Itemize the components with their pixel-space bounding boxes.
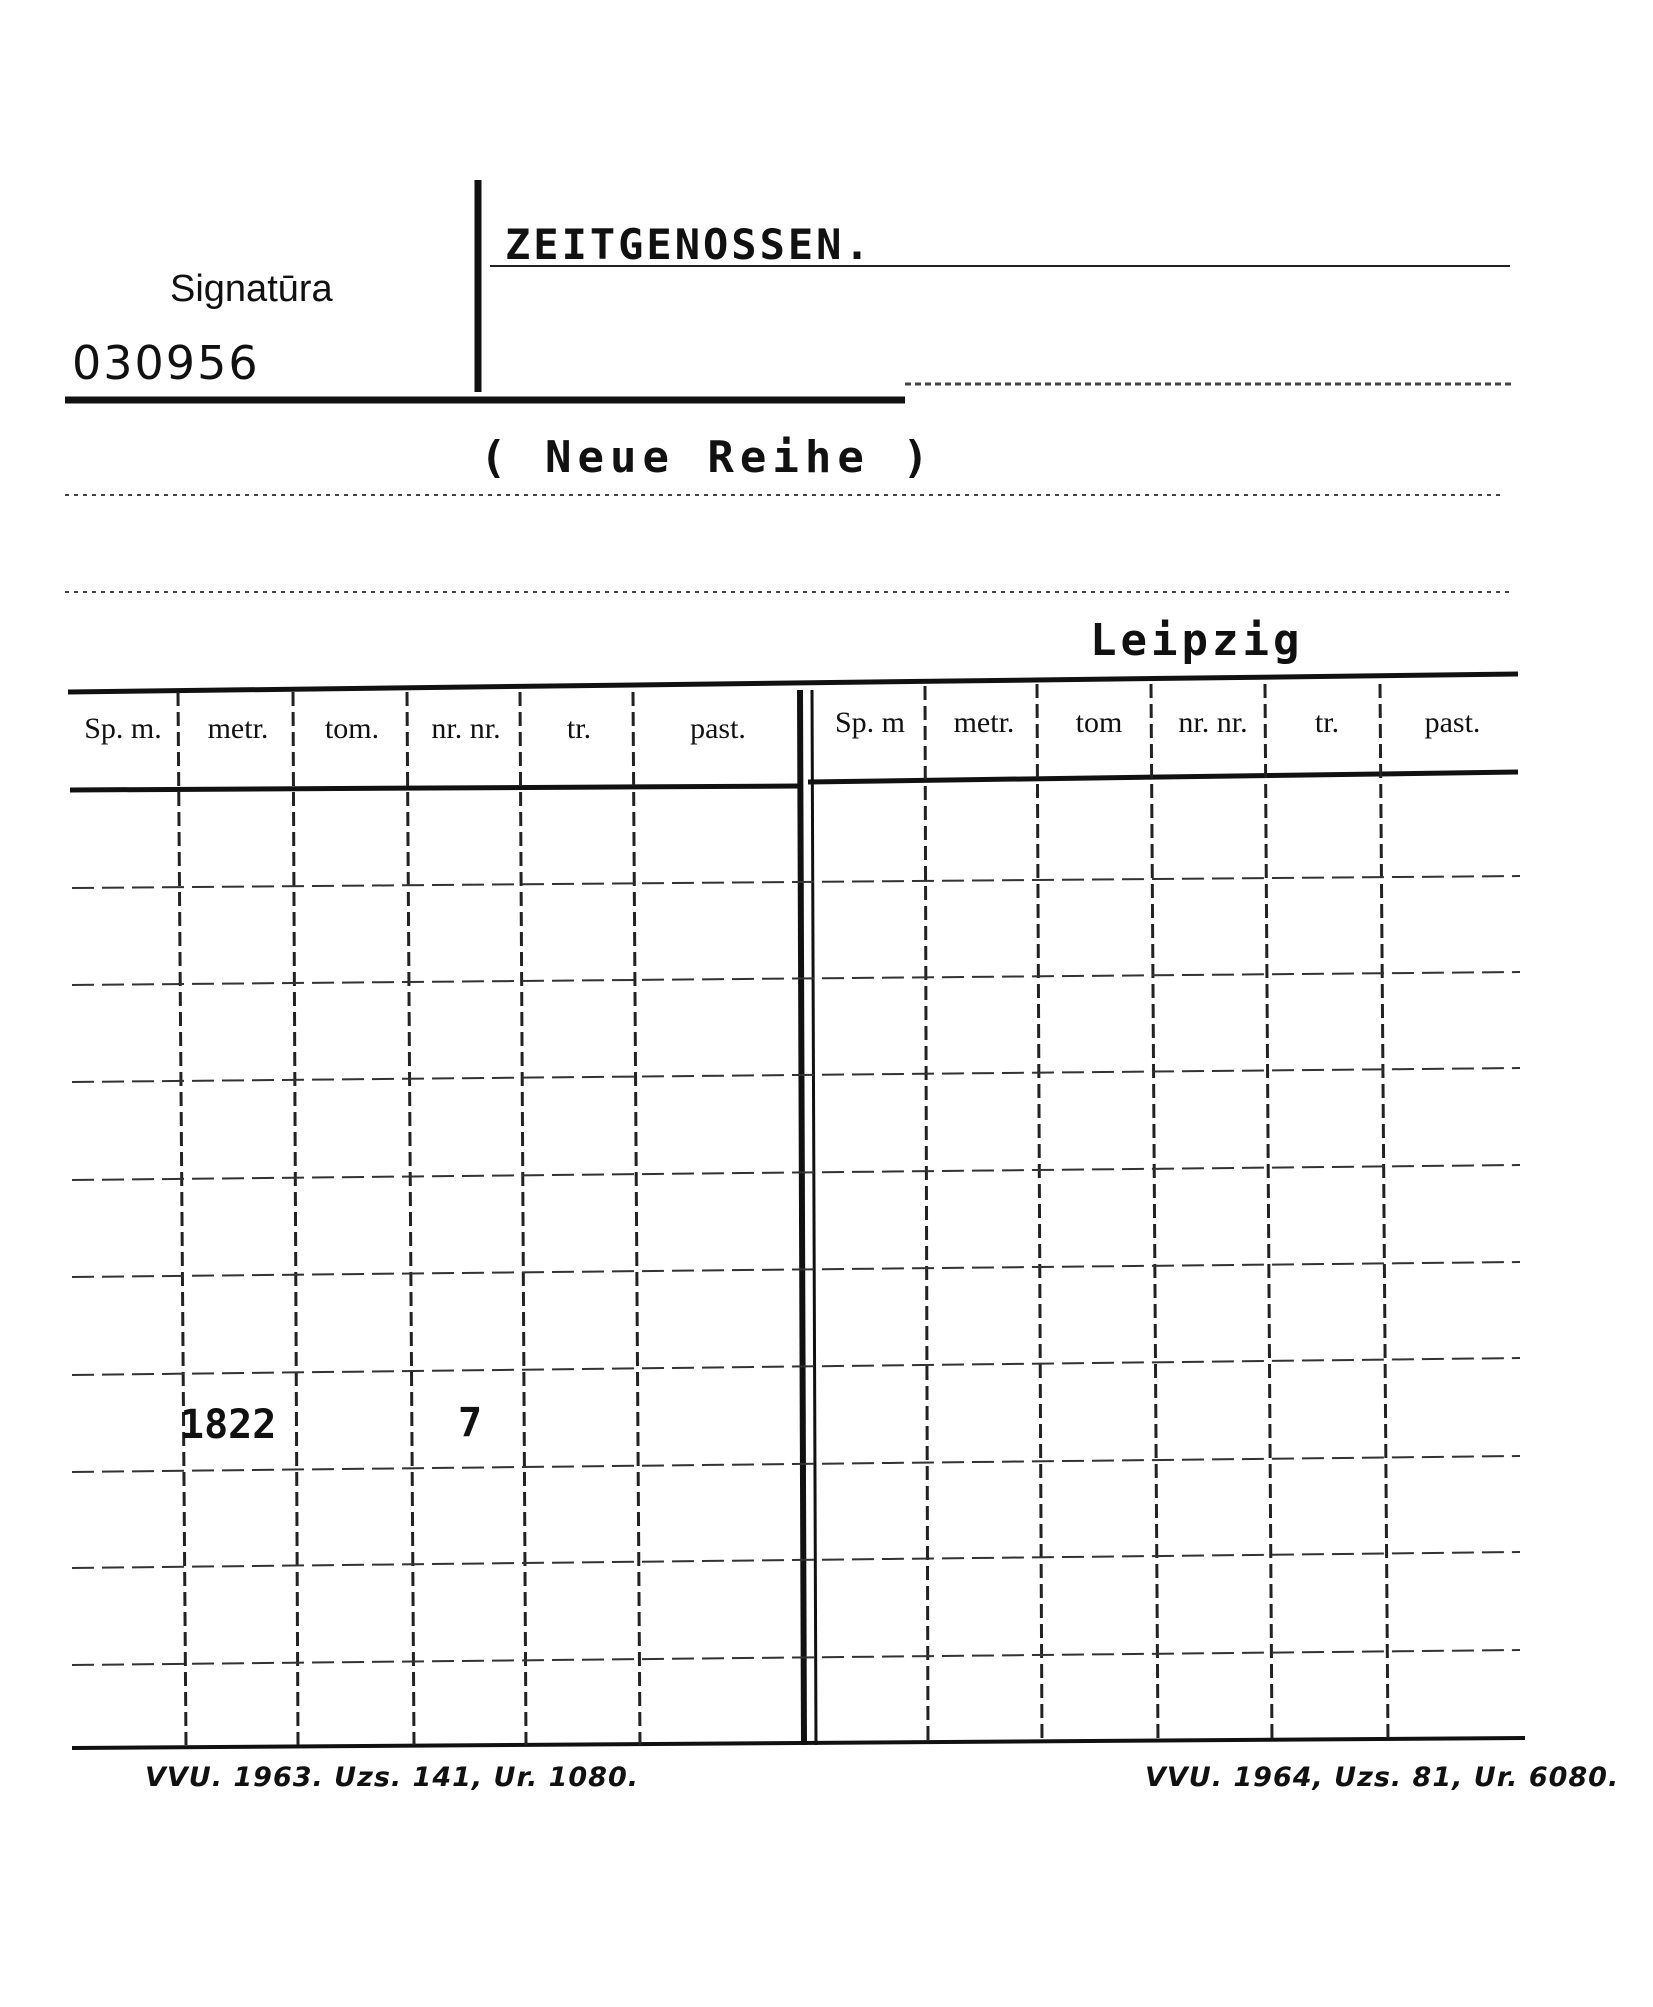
- header-metr-right: metr.: [953, 706, 1015, 739]
- table-bottom-rule: [72, 1738, 1525, 1748]
- place-name: Leipzig: [1090, 615, 1304, 666]
- header-tr-right: tr.: [1314, 706, 1340, 739]
- center-divider-b: [812, 690, 816, 1745]
- table-top-rule: [68, 674, 1518, 692]
- table-header-rule-left: [70, 786, 800, 790]
- header-tom-right: tom: [1075, 706, 1123, 739]
- header-past-right: past.: [1424, 706, 1481, 739]
- entry-nrnr: 7: [458, 1400, 483, 1446]
- right-column-dividers: [925, 684, 1388, 1742]
- row-rules: [72, 876, 1520, 1665]
- center-divider-a: [800, 690, 804, 1745]
- card-subtitle: ( Neue Reihe ): [480, 432, 935, 483]
- header-tom-left: tom.: [324, 712, 380, 745]
- signature-label: Signatūra: [170, 268, 333, 310]
- header-sp-m-left: Sp. m.: [84, 712, 162, 745]
- header-past-left: past.: [690, 712, 746, 745]
- header-nrnr-left: nr. nr.: [431, 712, 501, 745]
- left-column-dividers: [178, 692, 640, 1745]
- footer-note-right: VVU. 1964, Uzs. 81, Ur. 6080.: [1145, 1762, 1620, 1793]
- header-nrnr-right: nr. nr.: [1178, 706, 1248, 739]
- entry-metr: 1822: [180, 1402, 277, 1448]
- header-metr-left: metr.: [207, 712, 269, 745]
- table-header-rule-right: [808, 772, 1518, 782]
- card-title: ZEITGENOSSEN.: [505, 220, 873, 269]
- footer-note-left: VVU. 1963. Uzs. 141, Ur. 1080.: [145, 1762, 640, 1793]
- header-sp-m-right: Sp. m: [834, 706, 906, 739]
- signature-number: 030956: [72, 336, 260, 390]
- header-tr-left: tr.: [566, 712, 592, 745]
